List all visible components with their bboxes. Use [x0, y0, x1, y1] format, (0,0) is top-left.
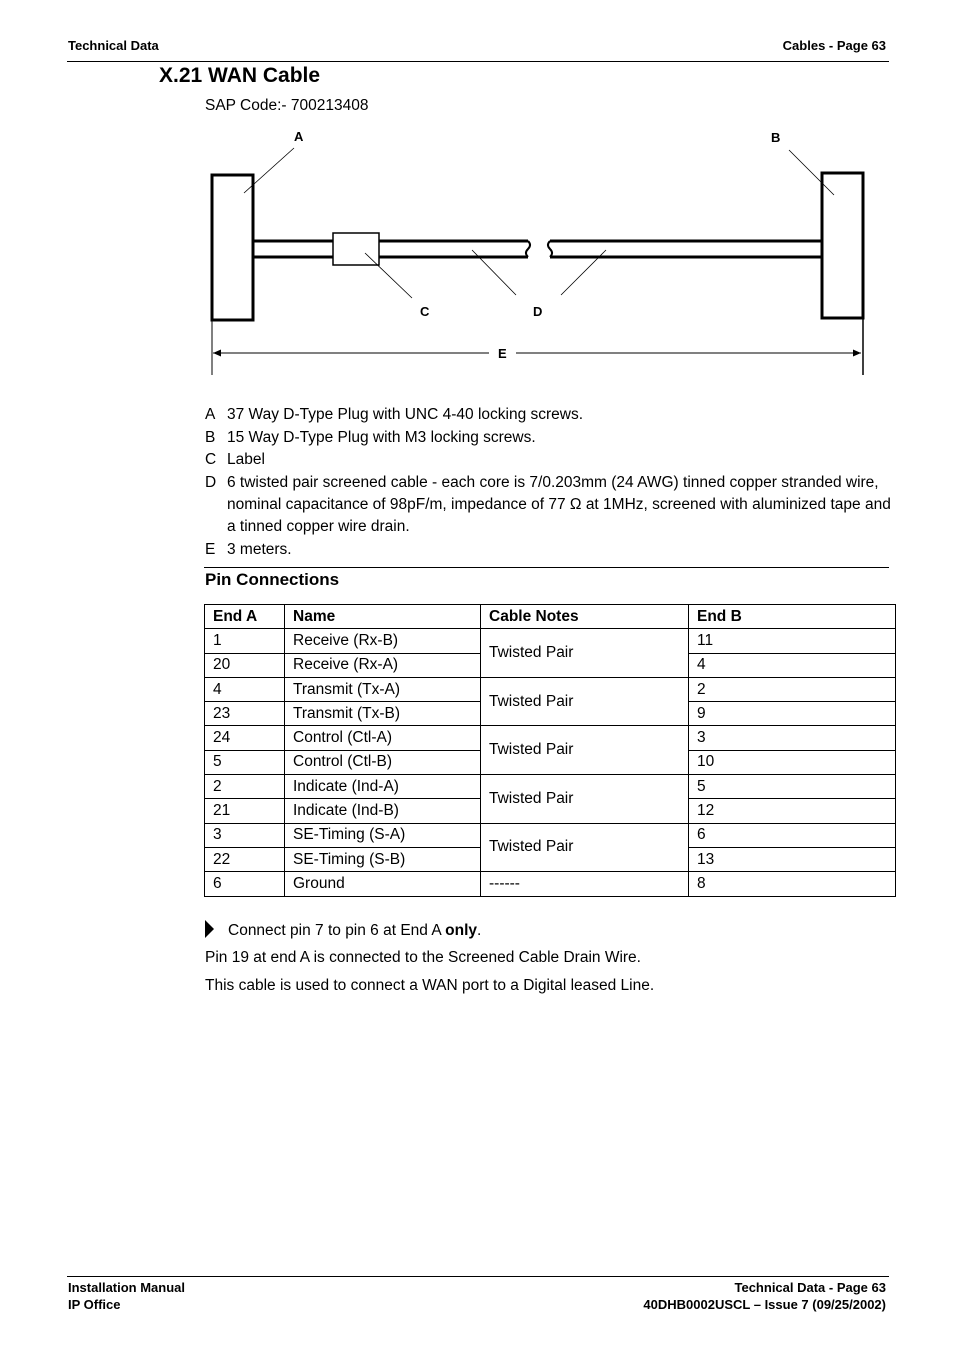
cell-notes: Twisted Pair [481, 677, 689, 726]
diagram-label-c: C [420, 304, 430, 319]
table-row [205, 823, 896, 847]
footer-right-line2: 40DHB0002USCL – Issue 7 (09/25/2002) [643, 1297, 886, 1312]
cell-name: Indicate (Ind-A) [285, 775, 481, 799]
cell-end-a: 6 [205, 872, 285, 896]
cell-notes: Twisted Pair [481, 726, 689, 775]
table-row [205, 775, 896, 799]
section-heading: Pin Connections [205, 570, 340, 589]
cell-end-a: 24 [205, 726, 285, 750]
cell-end-a: 23 [205, 702, 285, 726]
connector-b [822, 173, 863, 318]
cell-name: Control (Ctl-A) [285, 726, 481, 750]
cell-end-a: 1 [205, 629, 285, 653]
cell-end-b: 12 [689, 799, 896, 823]
cell-name: SE-Timing (S-A) [285, 823, 481, 847]
connector-a [212, 175, 253, 320]
header-left: Technical Data [68, 38, 159, 53]
note-drain-wire: Pin 19 at end A is connected to the Screened Cable Drain Wire. [205, 949, 641, 966]
footer-rule [67, 1276, 889, 1277]
cell-end-a: 3 [205, 823, 285, 847]
section-rule [204, 567, 889, 568]
diagram-label-b: B [771, 130, 781, 145]
cell-name: SE-Timing (S-B) [285, 847, 481, 871]
page-title: X.21 WAN Cable [159, 64, 321, 87]
column-header: Name [285, 605, 481, 629]
cell-end-b: 3 [689, 726, 896, 750]
note-usage: This cable is used to connect a WAN port to a Digital leased Line. [205, 977, 655, 994]
cell-end-b: 9 [689, 702, 896, 726]
table-row [205, 677, 896, 701]
cell-name: Transmit (Tx-B) [285, 702, 481, 726]
column-header: Cable Notes [481, 605, 689, 629]
cell-notes: Twisted Pair [481, 775, 689, 824]
table-row [205, 629, 896, 653]
cell-name: Indicate (Ind-B) [285, 799, 481, 823]
diagram-label-a: A [294, 129, 304, 144]
cell-name: Ground [285, 872, 481, 896]
sap-code: SAP Code:- 700213408 [205, 97, 369, 114]
cell-name: Receive (Rx-A) [285, 653, 481, 677]
cell-name: Receive (Rx-B) [285, 629, 481, 653]
cell-notes: ------ [481, 872, 689, 896]
diagram-label-d: D [533, 304, 543, 319]
cell-end-b: 6 [689, 823, 896, 847]
diagram-label-e: E [498, 346, 507, 361]
cell-end-a: 2 [205, 775, 285, 799]
cell-end-a: 20 [205, 653, 285, 677]
cell-end-b: 5 [689, 775, 896, 799]
table-row [205, 726, 896, 750]
bullet-arrow-icon [204, 919, 216, 941]
cell-name: Transmit (Tx-A) [285, 677, 481, 701]
cell-end-a: 4 [205, 677, 285, 701]
cell-end-a: 21 [205, 799, 285, 823]
legend-item-d: D 6 twisted pair screened cable - each core is 7/0.203mm (24 AWG) tinned copper stranded wire, nominal capacitance of 98pF/m, impedance of 77 Ω at 1MHz, screened with aluminized tape and a tinned copper wire drain. [205, 474, 891, 535]
cell-name: Control (Ctl-B) [285, 750, 481, 774]
pin-connections-table [204, 604, 896, 897]
cell-end-b: 2 [689, 677, 896, 701]
footer-left-line1: Installation Manual [68, 1280, 186, 1295]
cell-end-b: 10 [689, 750, 896, 774]
cell-end-a: 22 [205, 847, 285, 871]
cell-notes: Twisted Pair [481, 823, 689, 872]
footer-left-line2: IP Office [68, 1297, 121, 1312]
note-connect-pins: Connect pin 7 to pin 6 at End A only. [228, 922, 482, 939]
footer-right-line1: Technical Data - Page 63 [734, 1280, 886, 1295]
table-header-row [205, 605, 896, 629]
column-header: End B [689, 605, 896, 629]
cell-notes: Twisted Pair [481, 629, 689, 678]
cable-diagram [0, 0, 954, 400]
cell-end-a: 5 [205, 750, 285, 774]
cell-end-b: 11 [689, 629, 896, 653]
cell-end-b: 8 [689, 872, 896, 896]
cell-end-b: 13 [689, 847, 896, 871]
column-header: End A [205, 605, 285, 629]
table-row [205, 872, 896, 896]
header-right: Cables - Page 63 [782, 38, 886, 53]
cell-end-b: 4 [689, 653, 896, 677]
